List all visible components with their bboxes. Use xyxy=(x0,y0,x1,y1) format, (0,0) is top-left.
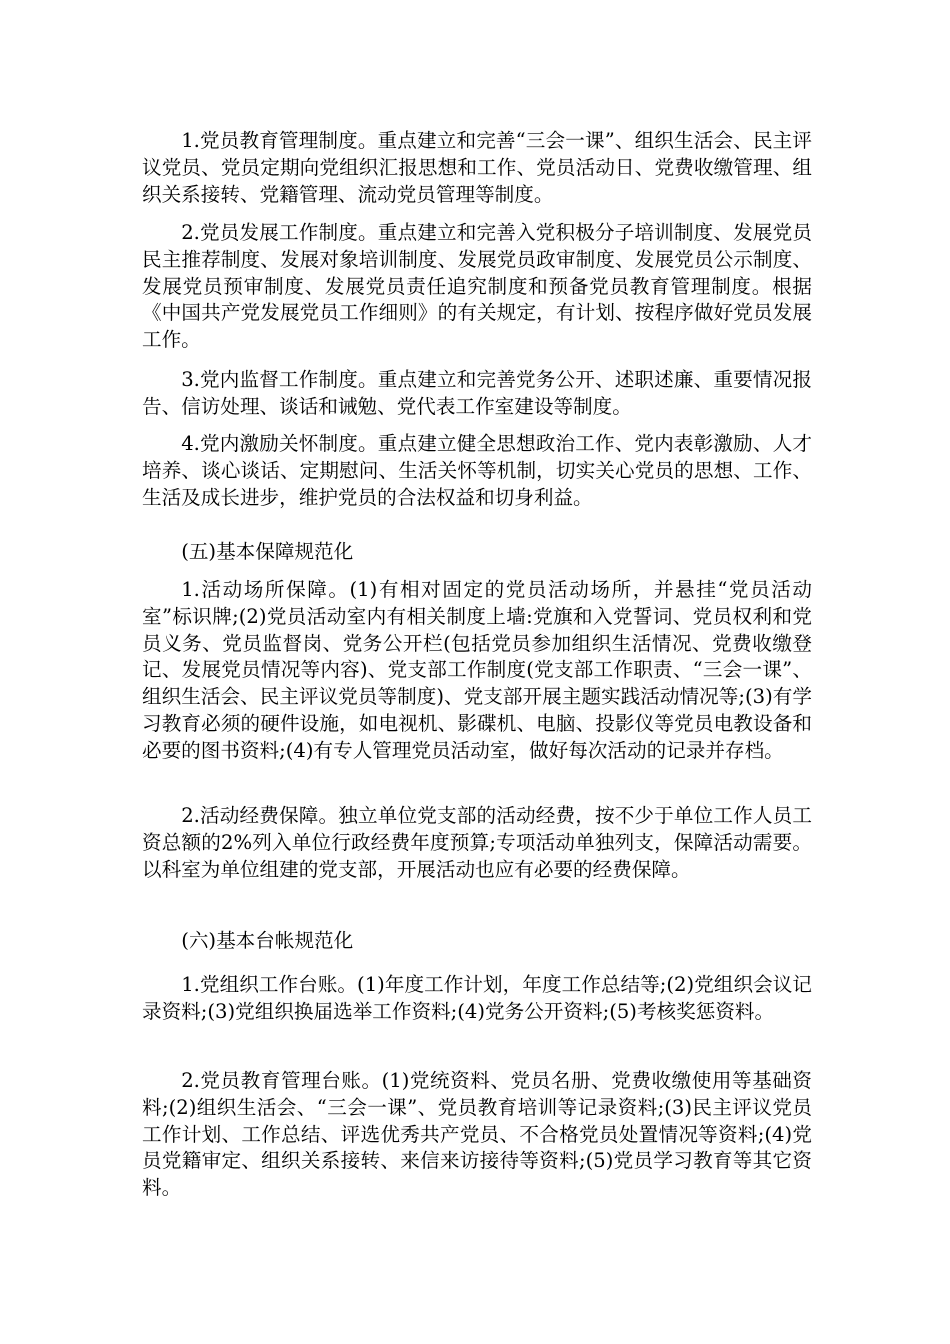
paragraph-party-member-education-system: 1.党员教育管理制度。重点建立和完善“三会一课”、组织生活会、民主评议党员、党员定期向党组织汇报思想和工作、党员活动日、党费收缴管理、组织关系接转、党籍管理、流动党员管理等制度。 xyxy=(142,129,812,206)
section-heading-basic-ledger: (六)基本台帐规范化 xyxy=(181,929,354,952)
paragraph-party-member-development-system: 2.党员发展工作制度。重点建立和完善入党积极分子培训制度、发展党员民主推荐制度、发展对象培训制度、发展党员政审制度、发展党员公示制度、发展党员预审制度、发展党员责任追究制度和预备党员教育管理制度。根据《中国共产党发展党员工作细则》的有关规定，有计划、按程序做好党员发展工作。 xyxy=(142,221,812,352)
paragraph-internal-supervision-system: 3.党内监督工作制度。重点建立和完善党务公开、述职述廉、重要情况报告、信访处理、谈话和诫勉、党代表工作室建设等制度。 xyxy=(142,368,812,418)
paragraph-funding-guarantee: 2.活动经费保障。独立单位党支部的活动经费，按不少于单位工作人员工资总额的2%列入单位行政经费年度预算;专项活动单独列支，保障活动需要。以科室为单位组建的党支部，开展活动也应有必要的经费保障。 xyxy=(142,804,812,881)
paragraph-venue-guarantee: 1.活动场所保障。(1)有相对固定的党员活动场所，并悬挂“党员活动室”标识牌;(2)党员活动室内有相关制度上墙:党旗和入党誓词、党员权利和党员义务、党员监督岗、党务公开栏(包括党员参加组织生活情况、党费收缴登记、发展党员情况等内容)、党支部工作制度(党支部工作职责、“三会一课”、组织生活会、民主评议党员等制度)、党支部开展主题实践活动情况等;(3)有学习教育必须的硬件设施，如电视机、影碟机、电脑、投影仪等党员电教设备和必要的图书资料;(4)有专人管理党员活动室，做好每次活动的记录并存档。 xyxy=(142,578,812,762)
paragraph-incentive-care-system: 4.党内激励关怀制度。重点建立健全思想政治工作、党内表彰激励、人才培养、谈心谈话、定期慰问、生活关怀等机制，切实关心党员的思想、工作、生活及成长进步，维护党员的合法权益和切身利益。 xyxy=(142,432,812,509)
paragraph-organization-ledger: 1.党组织工作台账。(1)年度工作计划，年度工作总结等;(2)党组织会议记录资料;(3)党组织换届选举工作资料;(4)党务公开资料;(5)考核奖惩资料。 xyxy=(142,973,812,1023)
paragraph-member-education-ledger: 2.党员教育管理台账。(1)党统资料、党员名册、党费收缴使用等基础资料;(2)组织生活会、“三会一课”、党员教育培训等记录资料;(3)民主评议党员工作计划、工作总结、评选优秀共产党员、不合格党员处置情况等资料;(4)党员党籍审定、组织关系接转、来信来访接待等资料;(5)党员学习教育等其它资料。 xyxy=(142,1069,812,1200)
section-heading-basic-guarantee: (五)基本保障规范化 xyxy=(181,540,354,563)
